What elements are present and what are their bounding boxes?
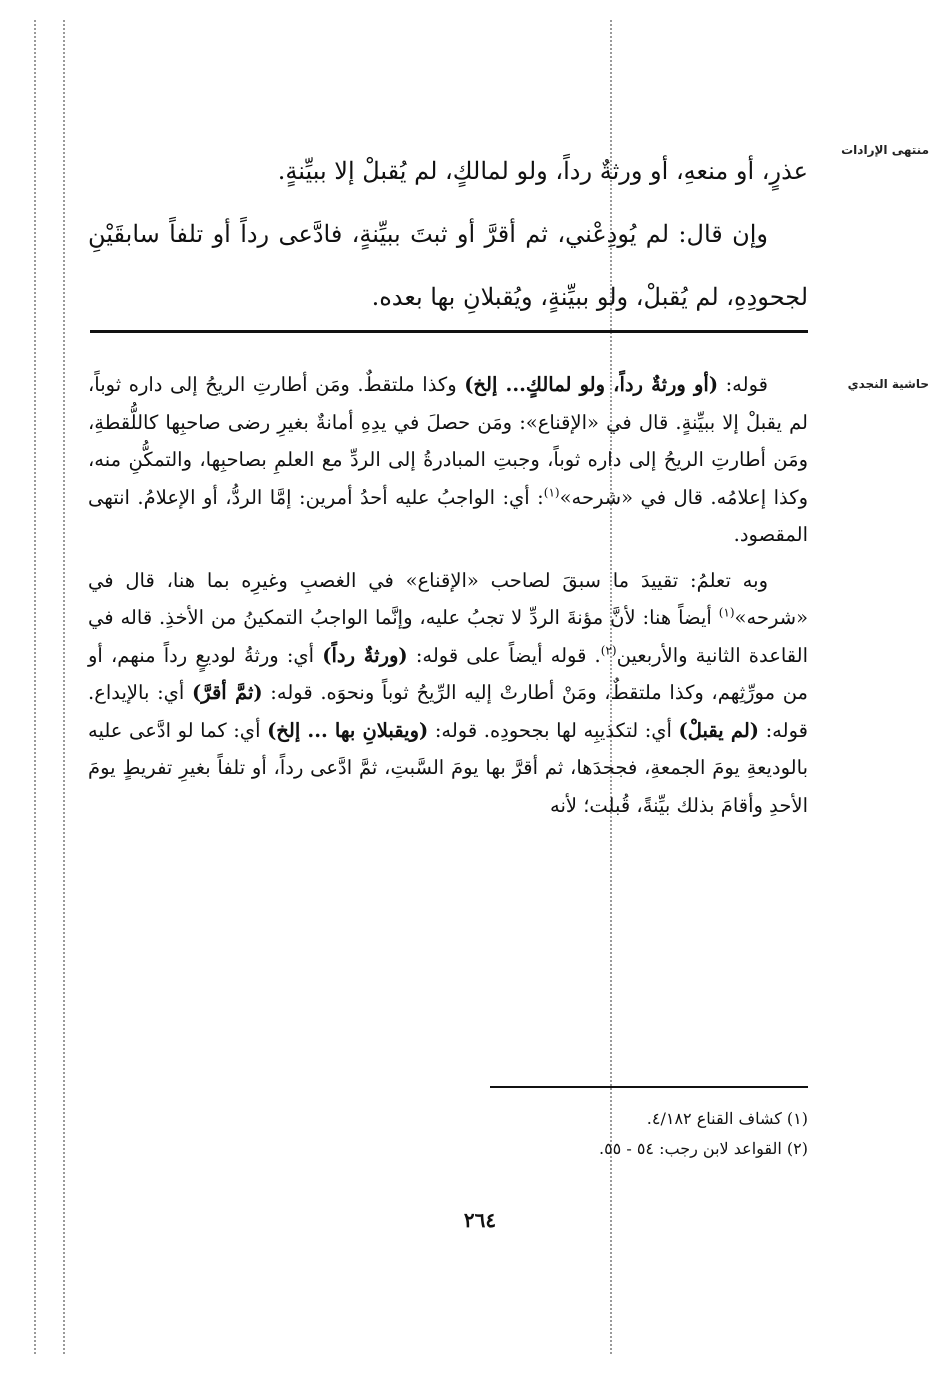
- footnote-ref: (١): [543, 485, 560, 499]
- commentary-text-run: أي: كما لو ادَّعى عليه بالوديعةِ يومَ الجمعةِ، فجحدَها، ثم أقرَّ بها يومَ السَّبتِ، ثمَّ ادَّعى رداً، أو تلفاً بغيرِ تفريطٍ يومَ الأحدِ وأقامَ بذلك بيِّنةً، قُبلت؛ لأنه: [88, 718, 808, 817]
- footnote-rule: [490, 1086, 808, 1088]
- running-title: منتهى الإرادات: [841, 143, 929, 157]
- quoted-phrase: (ويقبلانِ بها ... إلخ): [267, 718, 429, 742]
- quote-marker: قوله:: [725, 373, 768, 396]
- commentary-text-run: وبه تعلمُ: تقييدَ ما سبقَ لصاحب «الإقناع» في الغصبِ وغيرِه بما هنا، قال في «شرحه»: [88, 568, 808, 629]
- footnote-ref: (١): [718, 605, 735, 620]
- commentary-text-run: أي: ورثةُ لوديعٍ رداً منهم، أو من مورِّثِهم، وكذا ملتقطٌ، ومَنْ أطارتْ إليه الرِّيحُ ثوباً ونحوَه. قوله:: [88, 643, 809, 704]
- main-text-paragraph: وإن قال: لم يُودِعْني، ثم أقرَّ أو ثبتَ ببيِّنةٍ، فادَّعى رداً أو تلفاً سابقَيْنِ لجحودِهِ، لم يُقبلْ، ولو ببيِّنةٍ، ويُقبلانِ بها بعده.: [88, 220, 808, 311]
- scan-dotted-line-left: [34, 20, 36, 1354]
- commentary-text-run: . قوله أيضاً على قوله:: [415, 643, 601, 667]
- commentary-text-run: أي: بالإيداع. قوله:: [88, 681, 808, 742]
- commentary-text: [88, 366, 808, 824]
- commentary-paragraph-2: [88, 562, 808, 825]
- commentary-text-run: : أي: الواجبُ عليه أحدُ أمرين: إمَّا الردُّ، أو الإعلامُ. انتهى المقصود.: [88, 485, 808, 546]
- footnotes: [308, 1104, 808, 1164]
- main-text: [88, 140, 808, 329]
- quoted-phrase: (ثمَّ أقرَّ): [192, 681, 263, 704]
- footnote-ref: (٢): [600, 643, 617, 657]
- separator-rule: [90, 330, 808, 333]
- page-number: ٢٦٤: [463, 1208, 497, 1232]
- main-text-line: عذرٍ، أو منعهِ، أو ورثةٌ رداً، ولو لمالكٍ، لم يُقبلْ إلا ببيِّنةٍ.: [277, 157, 808, 185]
- hashia-title: حاشية النجدي: [847, 377, 929, 391]
- commentary-paragraph-1: [88, 366, 808, 554]
- commentary-text-run: وكذا ملتقطٌ. ومَن أطارتِ الريحُ إلى داره ثوباً، لم يقبلْ إلا ببيِّنةٍ. قال في «الإقناع»: ومَن حصلَ في يدِهِ أمانةٌ بغيرِ رضى صاحبِها كاللُّقطةِ، ومَن أطارتِ الريحُ إلى داره ثوباً، وجبتِ المبادرةُ إلى الردِّ مع العلمِ بصاحبِها، والتمكُّنِ منه، وكذا إعلامُه. قال في «شرحه»: [88, 373, 808, 509]
- quoted-phrase: (لم يقبلْ): [678, 718, 760, 742]
- quoted-phrase: (أو ورثةٌ رداً، ولو لمالكٍ... إلخ): [464, 373, 719, 396]
- quoted-phrase: (ورثةٌ رداً): [322, 643, 408, 667]
- scan-dotted-line-left-inner: [63, 20, 65, 1354]
- commentary-text-run: أيضاً هنا: لأنَّ مؤنةَ الردِّ لا تجبُ عليه، وإنَّما الواجبُ التمكينُ من الأخذِ. قاله في القاعدة الثانية والأربعين: [88, 606, 809, 667]
- commentary-text-run: أي: لتكذيبِه لها بجحودِه. قوله:: [434, 718, 672, 742]
- footnote-1: (١) كشاف القناع ٤/١٨٢.: [646, 1109, 808, 1128]
- footnote-2: (٢) القواعد لابن رجب: ٥٤ - ٥٥.: [598, 1139, 808, 1158]
